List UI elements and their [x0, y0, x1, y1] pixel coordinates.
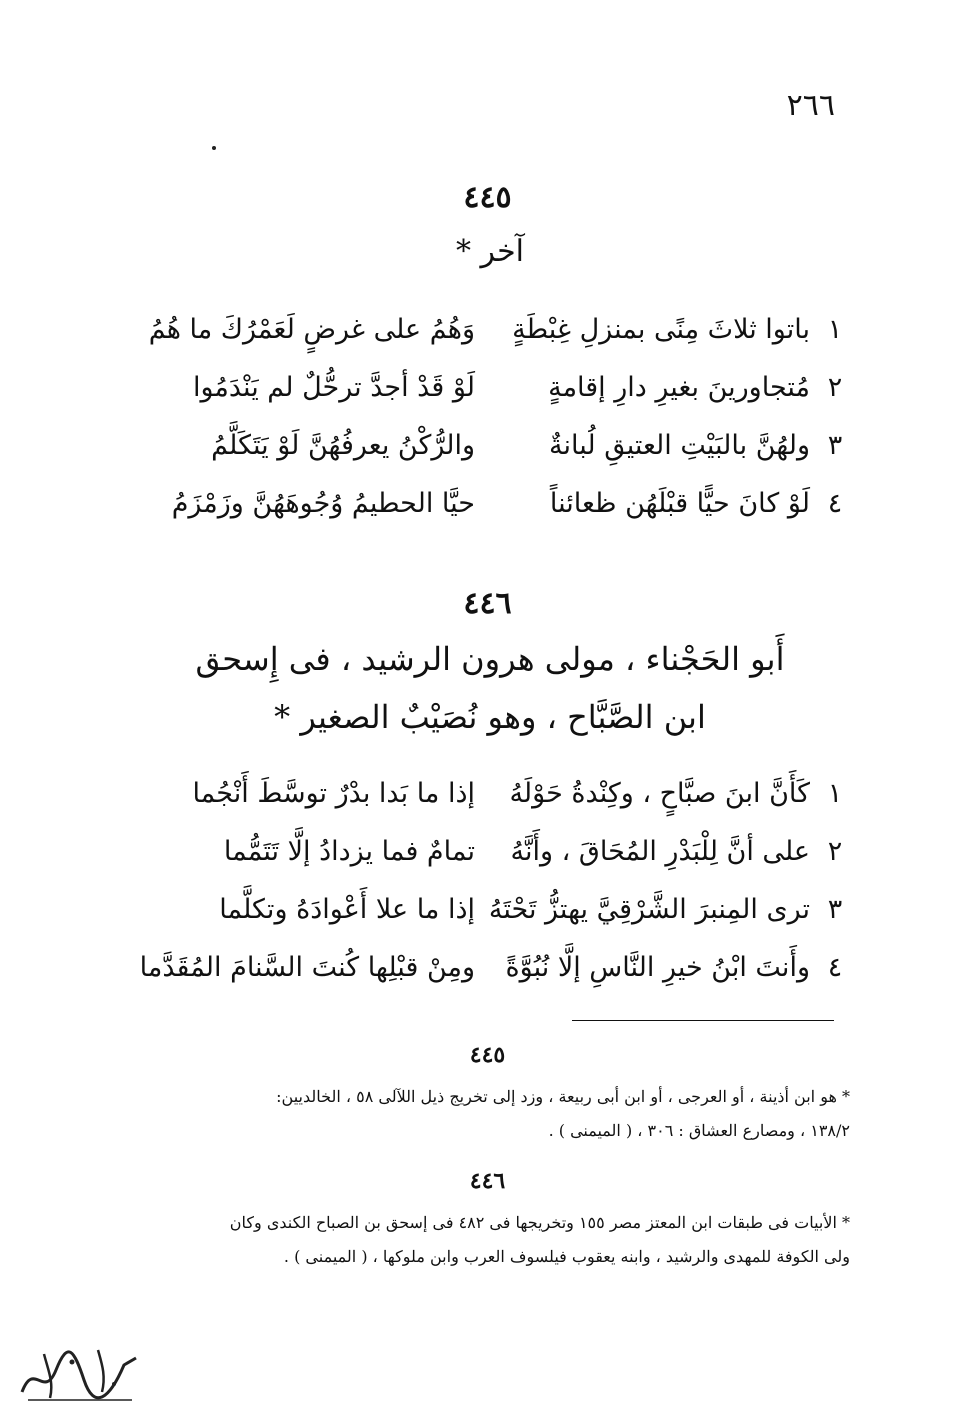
second-hemistich: إذا ما بَدا بدْرٌ توسَّطَ أَنْجُما	[192, 778, 475, 809]
first-hemistich: وأَنتَ ابْنُ خيرِ النَّاسِ إلَّا نُبُوَّةً	[505, 952, 810, 983]
poem-number-445: ٤٤٥	[463, 180, 512, 215]
poem-title-445: آخر *	[456, 234, 524, 269]
verse-number: ٤	[827, 952, 843, 983]
verse-445-2	[130, 372, 850, 416]
second-hemistich: تمامٌ فما يزدادُ إلَّا تَتَمُّما	[223, 836, 475, 867]
poem-heading-446-line2: ابن الصَّبَّاح ، وهو نُصَيْبٌ الصغير *	[274, 698, 706, 736]
stamp-logo	[14, 1340, 144, 1410]
verse-number: ٢	[827, 836, 843, 867]
first-hemistich: ترى المِنبرَ الشَّرْقِيَّ يهتزُّ تَحْتَهُ	[488, 894, 810, 925]
footnote-number-445: ٤٤٥	[469, 1042, 506, 1068]
footnote-separator	[572, 1020, 834, 1021]
first-hemistich: على أنَّ لِلْبَدْرِ المُحَاقَ ، وأَنَّهُ	[510, 836, 810, 867]
first-hemistich: لَوْ كانَ حيًّا قبْلَهُن ظعائناً	[549, 488, 810, 519]
verse-445-3	[130, 430, 850, 474]
verse-446-3	[130, 894, 850, 938]
first-hemistich: كَأَنَّ ابنَ صبَّاحٍ ، وكِنْدةُ حَوْلَهُ	[509, 778, 810, 809]
verse-number: ١	[827, 778, 843, 809]
second-hemistich: والرُّكْنُ يعرفُهُنَّ لَوْ يَتَكَلَّمُ	[211, 430, 475, 461]
footnote-line: * هو ابن أذينة ، أو العرجى ، أو ابن أبى ربيعة ، وزد إلى تخريج ذيل اللآلى ٥٨ ، الخالديين:	[276, 1087, 850, 1106]
verse-number: ٣	[827, 430, 843, 461]
calligraphy-stamp-icon	[14, 1340, 144, 1410]
footnote-text-445	[140, 1080, 850, 1148]
first-hemistich: ولهُنَّ بالبَيْتِ العتيقِ لُبانةٌ	[549, 430, 810, 461]
second-hemistich: لَوْ قَدْ أجدَّ ترحُّلٌ لم يَنْدَمُوا	[192, 372, 475, 403]
verse-number: ٣	[827, 894, 843, 925]
verse-446-1	[130, 778, 850, 822]
second-hemistich: ومِنْ قبْلِها كُنتَ السَّنامَ المُقَدَّما	[139, 952, 475, 983]
footnote-line: ولى الكوفة للمهدى والرشيد ، وابنه يعقوب فيلسوف العرب وابن ملوكها ، ( الميمنى ) .	[283, 1247, 850, 1266]
footnote-line: * الأبيات فى طبقات ابن المعتز مصر ١٥٥ وتخريجها فى ٤٨٢ فى إسحق بن الصباح الكندى وكان	[229, 1213, 850, 1232]
ink-dot	[212, 146, 216, 150]
verse-445-1	[130, 314, 850, 358]
poem-heading-446-line1: أَبو الحَجْناء ، مولى هرون الرشيد ، فى إِسحق	[195, 640, 785, 678]
verse-number: ١	[827, 314, 843, 345]
second-hemistich: إذا ما علا أَعْوادَهُ وتكلَّما	[219, 894, 475, 925]
second-hemistich: حيَّا الحطيمُ وُجُوهَهُنَّ وزَمْزَمُ	[171, 488, 475, 519]
footnote-number-446: ٤٤٦	[469, 1168, 506, 1194]
verse-number: ٤	[827, 488, 843, 519]
page-number: ٢٦٦	[786, 88, 835, 123]
second-hemistich: وَهُمُ على غرضٍ لَعَمْرُكَ ما هُمُ	[148, 314, 475, 345]
footnote-line: ١٣٨/٢ ، ومصارع العشاق : ٣٠٦ ، ( الميمنى ) .	[548, 1121, 850, 1140]
first-hemistich: مُتجاورينَ بغيرِ دارِ إقامةٍ	[548, 372, 810, 403]
verse-446-4	[130, 952, 850, 996]
verse-446-2	[130, 836, 850, 880]
footnote-text-446	[140, 1206, 850, 1274]
first-hemistich: باتوا ثلاثَ مِنًى بمنزلِ غِبْطَةٍ	[512, 314, 810, 345]
poem-number-446: ٤٤٦	[463, 586, 512, 621]
verse-number: ٢	[827, 372, 843, 403]
verse-445-4	[130, 488, 850, 532]
